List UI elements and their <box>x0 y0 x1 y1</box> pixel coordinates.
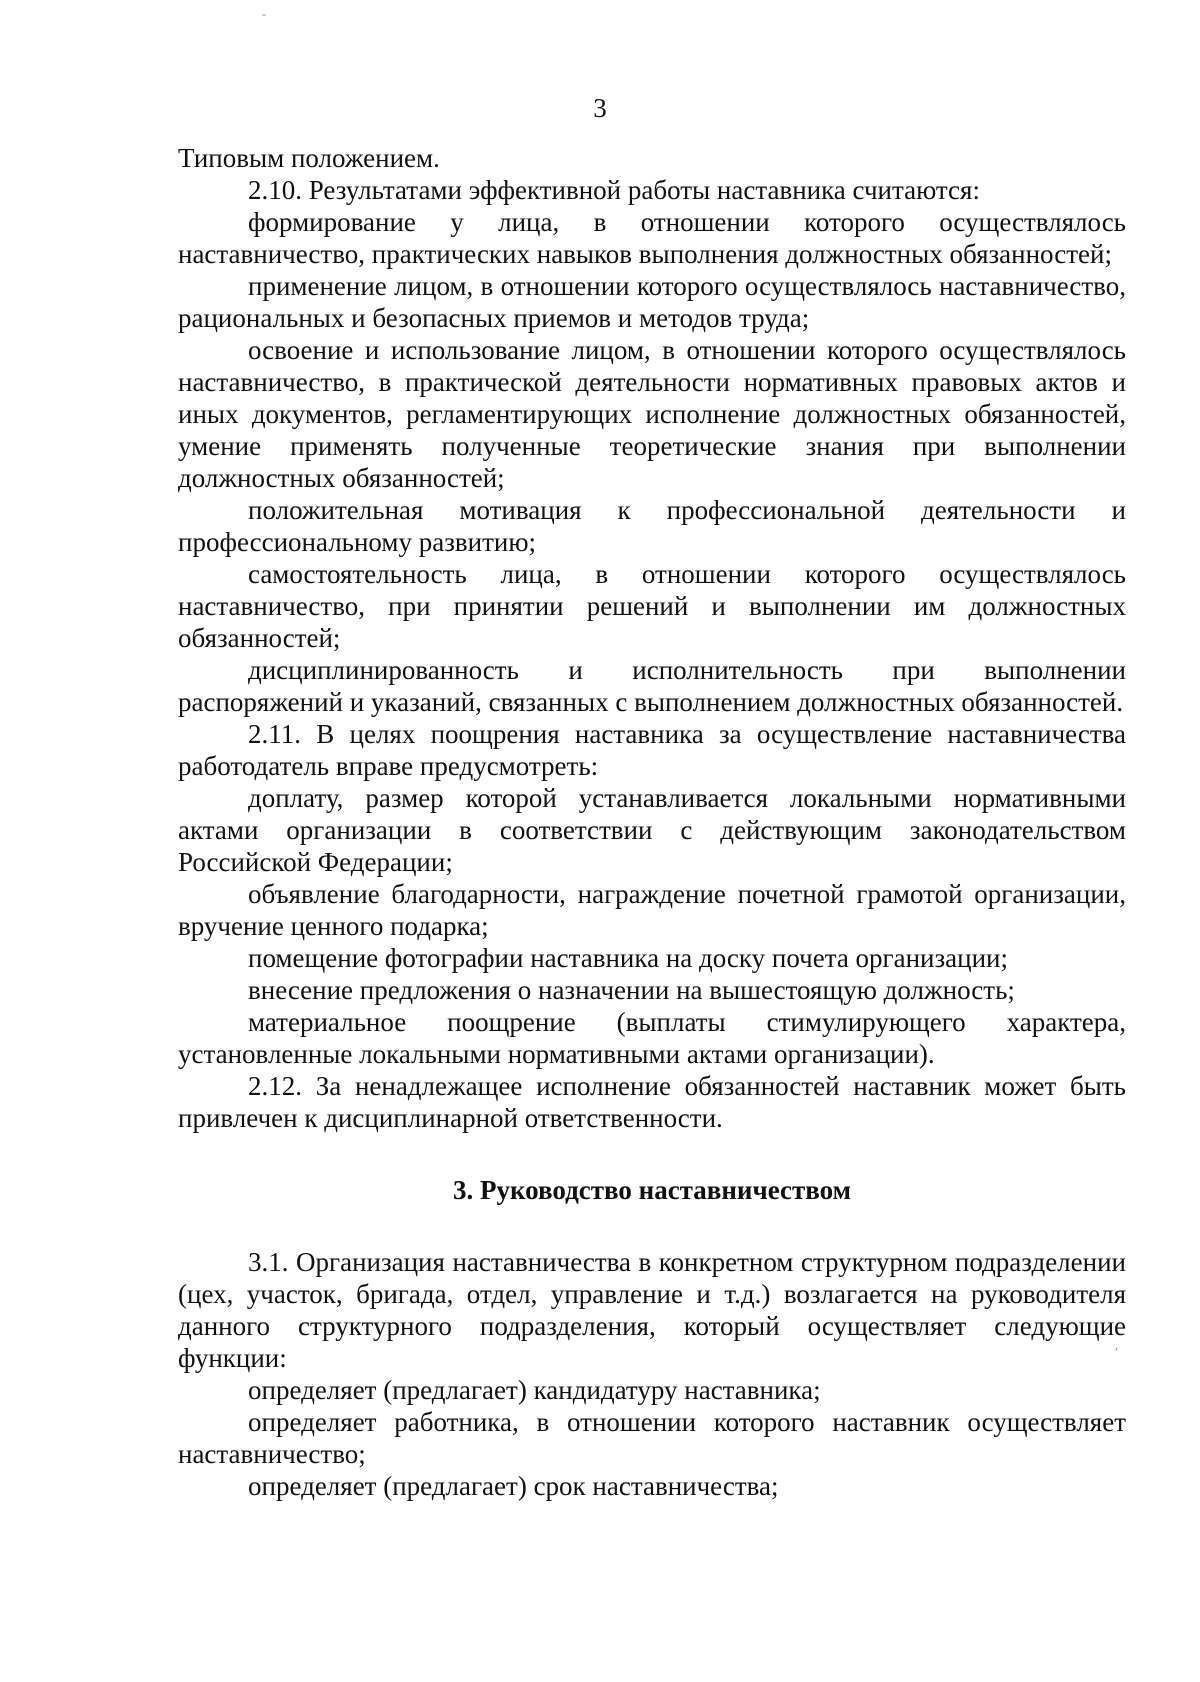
document-body <box>178 142 1126 1502</box>
paragraph: 2.10. Результатами эффективной работы наставника считаются: <box>248 175 980 205</box>
paragraph: 2.12. За ненадлежащее исполнение обязанностей наставник может быть привлечен к дисциплинарной ответственности. <box>178 1071 1126 1133</box>
scan-speck: , <box>1115 1338 1118 1352</box>
paragraph: определяет работника, в отношении которого наставник осуществляет наставничество; <box>178 1407 1126 1469</box>
paragraph: формирование у лица, в отношении которого осуществлялось наставничество, практических навыков выполнения должностных обязанностей; <box>178 207 1126 269</box>
paragraph: помещение фотографии наставника на доску почета организации; <box>248 943 1009 973</box>
scan-speck: - <box>262 7 266 21</box>
paragraph: освоение и использование лицом, в отношении которого осуществлялось наставничество, в практической деятельности нормативных правовых актов и иных документов, регламентирующих исполнение должностных обязанностей, умение применять полученные теоретические знания при выполнении должностных обязанностей; <box>178 335 1126 493</box>
paragraph: Типовым положением. <box>178 143 440 173</box>
paragraph: 3.1. Организация наставничества в конкретном структурном подразделении (цех, участок, бригада, отдел, управление и т.д.) возлагается на руководителя данного структурного подразделения, который осуществляет следующие функции: <box>178 1247 1126 1373</box>
paragraph: дисциплинированность и исполнительность при выполнении распоряжений и указаний, связанных с выполнением должностных обязанностей. <box>178 655 1126 717</box>
paragraphs-before-heading <box>178 142 1126 1134</box>
paragraph: определяет (предлагает) кандидатуру наставника; <box>248 1375 821 1405</box>
section-heading: 3. Руководство наставничеством <box>452 1175 852 1205</box>
page-number: 3 <box>593 93 607 123</box>
paragraph: определяет (предлагает) срок наставничества; <box>248 1471 779 1501</box>
paragraph: внесение предложения о назначении на вышестоящую должность; <box>248 975 1015 1005</box>
paragraph: 2.11. В целях поощрения наставника за осуществление наставничества работодатель вправе предусмотреть: <box>178 719 1126 781</box>
paragraphs-after-heading <box>178 1246 1126 1502</box>
paragraph: применение лицом, в отношении которого осуществлялось наставничество, рациональных и безопасных приемов и методов труда; <box>178 271 1126 333</box>
paragraph: доплату, размер которой устанавливается локальными нормативными актами организации в соответствии с действующим законодательством Российской Федерации; <box>178 783 1126 877</box>
paragraph: положительная мотивация к профессиональной деятельности и профессиональному развитию; <box>178 495 1126 557</box>
paragraph: самостоятельность лица, в отношении которого осуществлялось наставничество, при принятии решений и выполнении им должностных обязанностей; <box>178 559 1126 653</box>
paragraph: материальное поощрение (выплаты стимулирующего характера, установленные локальными нормативными актами организации). <box>178 1007 1126 1069</box>
paragraph: объявление благодарности, награждение почетной грамотой организации, вручение ценного подарка; <box>178 879 1126 941</box>
